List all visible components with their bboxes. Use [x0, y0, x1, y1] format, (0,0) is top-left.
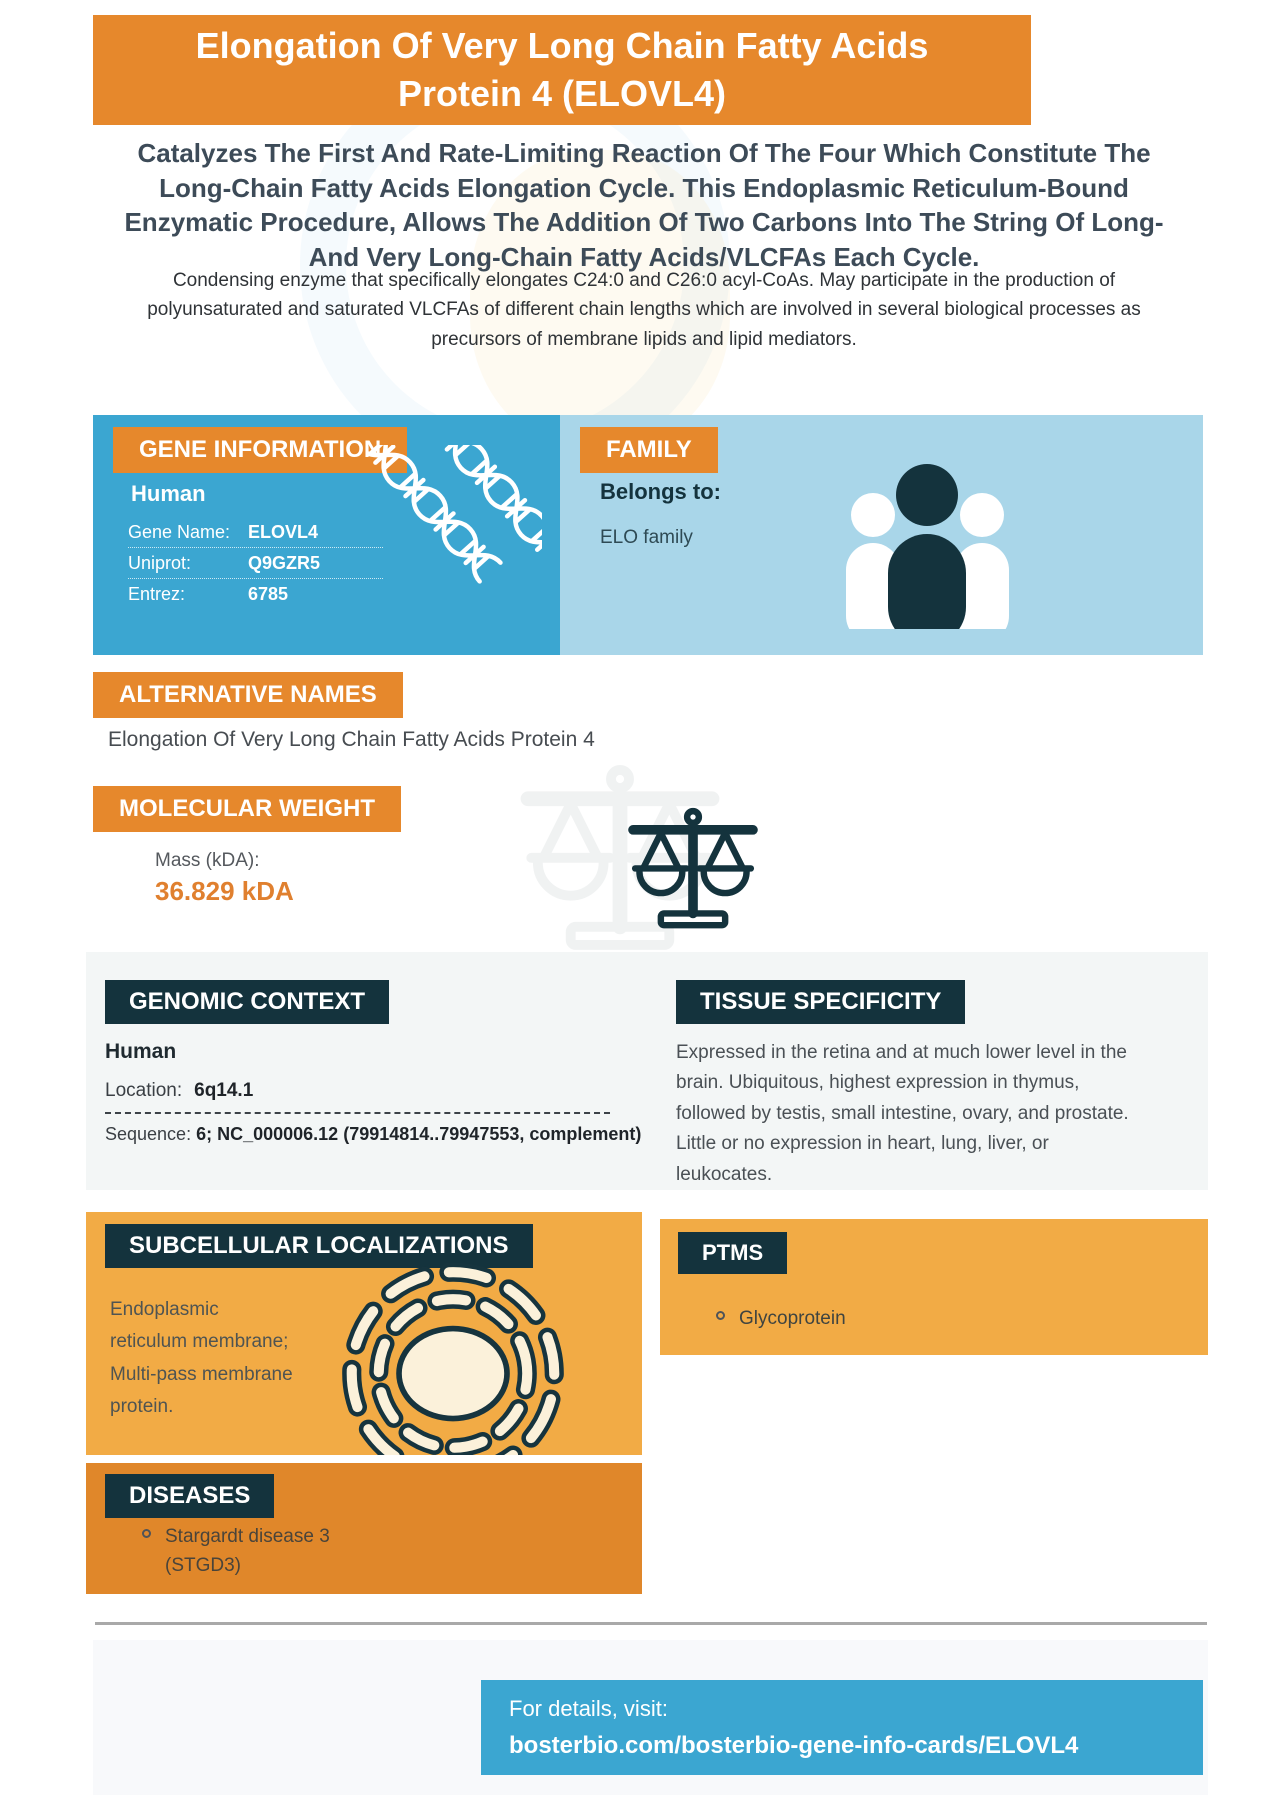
description-text: Condensing enzyme that specifically elongates C24:0 and C26:0 acyl-CoAs. May participate in the production of polyunsaturated and saturated VLCFAs of different chain lengths which are involved in several biological processes as precursors of membrane lipids and lipid mediators.: [147, 270, 1141, 350]
sequence-label: Sequence:: [105, 1124, 192, 1144]
table-row: [128, 548, 383, 579]
family-people-icon: [840, 461, 1015, 629]
alternative-names-heading: ALTERNATIVE NAMES: [93, 672, 403, 718]
dna-icon: [367, 445, 542, 650]
tissue-specificity-heading: TISSUE SPECIFICITY: [676, 980, 965, 1024]
mass-value: 36.829 kDA: [155, 876, 294, 906]
genomic-species: Human: [105, 1040, 177, 1063]
subcellular-heading: SUBCELLULAR LOCALIZATIONS: [105, 1224, 533, 1268]
genomic-sequence: [105, 1124, 645, 1145]
page-title: Elongation Of Very Long Chain Fatty Acids Protein 4 (ELOVL4): [195, 25, 929, 114]
gene-species: Human: [131, 481, 206, 506]
uniprot-value: Q9GZR5: [248, 553, 321, 573]
entrez-label: Entrez:: [128, 584, 186, 604]
family-value: ELO family: [600, 527, 693, 548]
uniprot-label: Uniprot:: [128, 553, 192, 573]
gene-table: [128, 517, 383, 609]
diseases-heading: DISEASES: [105, 1474, 274, 1518]
footer-link-box: [481, 1680, 1203, 1775]
mass-label: Mass (kDA):: [155, 850, 260, 871]
alternative-names-value: Elongation Of Very Long Chain Fatty Acids Protein 4: [108, 728, 595, 751]
footer-divider: [95, 1622, 1207, 1625]
ptms-item-text: Glycoprotein: [739, 1308, 846, 1329]
genomic-location: [105, 1080, 253, 1102]
subtitle-text: Catalyzes The First And Rate-Limiting Reaction Of The Four Which Constitute The Long-Chain Fatty Acids Elongation Cycle. This Endoplasmic Reticulum-Bound Enzymatic Procedure, Allows The Addition Of Two Carbons Into The String Of Long- And Very Long-Chain Fatty Acids/VLCFAs Each Cycle.: [124, 138, 1164, 272]
gene-information-heading: GENE INFORMATION: [113, 427, 407, 473]
family-heading: FAMILY: [580, 427, 718, 473]
diseases-section: [86, 1463, 642, 1594]
location-value: 6q14.1: [194, 1080, 254, 1101]
location-label: Location:: [105, 1080, 183, 1101]
genomic-context-heading: GENOMIC CONTEXT: [105, 980, 389, 1024]
table-row: [128, 517, 383, 548]
list-item: [716, 1305, 846, 1334]
table-row: [128, 579, 383, 609]
belongs-to-label: Belongs to:: [600, 479, 721, 504]
ptms-section: [660, 1219, 1208, 1355]
title-banner: [93, 15, 1031, 125]
list-item: [142, 1523, 352, 1580]
ptms-heading: PTMS: [678, 1232, 787, 1274]
gene-information-section: [93, 415, 560, 655]
molecular-weight-heading: MOLECULAR WEIGHT: [93, 786, 401, 832]
bullet-icon: [142, 1529, 151, 1538]
dashed-divider: [105, 1112, 610, 1114]
scales-icon: [618, 806, 768, 933]
genomic-tissue-section: [86, 952, 1208, 1190]
endoplasmic-reticulum-icon: [338, 1252, 568, 1455]
bullet-icon: [716, 1311, 725, 1320]
gene-name-value: ELOVL4: [248, 522, 319, 542]
gene-name-label: Gene Name:: [128, 522, 231, 542]
sequence-value: 6; NC_000006.12 (79914814..79947553, complement): [196, 1124, 642, 1144]
subcellular-text: Endoplasmic reticulum membrane; Multi-pass membrane protein.: [110, 1299, 293, 1417]
footer-url: bosterbio.com/bosterbio-gene-info-cards/ELOVL4: [509, 1732, 1079, 1759]
footer-section: [93, 1640, 1208, 1795]
visit-label: For details, visit:: [509, 1696, 668, 1721]
entrez-value: 6785: [248, 584, 289, 604]
subcellular-localizations-section: [86, 1212, 642, 1455]
disease-item-text: Stargardt disease 3 (STGD3): [165, 1526, 330, 1576]
tissue-specificity-text: Expressed in the retina and at much lower level in the brain. Ubiquitous, highest expression in thymus, followed by testis, small intestine, ovary, and prostate. Little or no expression in heart, lung, liver, or leukocates.: [676, 1042, 1129, 1185]
family-section: [560, 415, 1203, 655]
